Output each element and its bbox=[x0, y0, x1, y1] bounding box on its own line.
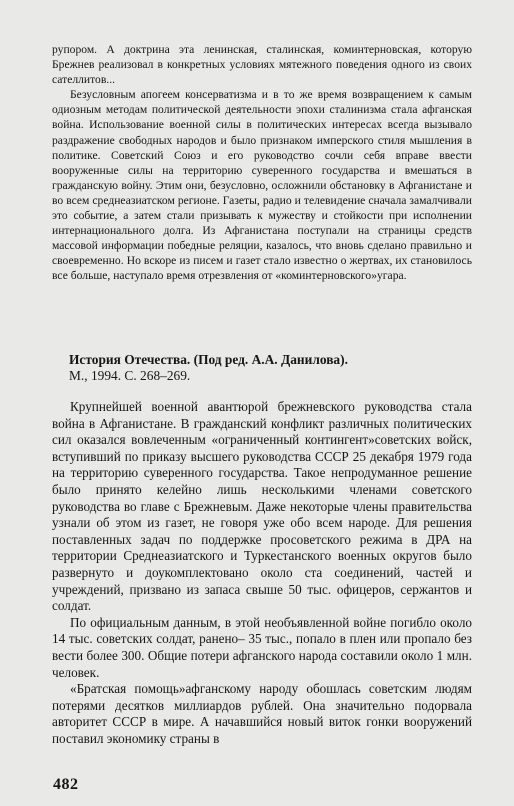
quote-2-paragraph-1: Крупнейшей военной авантюрой брежневского руководства стала война в Афганистане. В гражданский конфликт различных политических сил оказался вовлеченным «ограниченный контингент»советских войск, вступивший по приказу высшего руководства СССР 25 декабря 1979 года на территорию суверенного государства. Такое непродуманное решение было принято келейно лишь несколькими членами советского руководства во главе с Брежневым. Даже некоторые члены правительства узнали об этом из газет, не говоря уже обо всем народе. Для решения поставленных задач по поддержке просоветского режима в ДРА на территории Среднеазиатского и Туркестанского военных округов было развернуто и доукомплектовано около ста соединений, частей и учреждений, призвано из запаса свыше 50 тыс. офицеров, сержантов и солдат. bbox=[52, 399, 472, 614]
quote-1-paragraph-1: рупором. А доктрина эта ленинская, сталинская, коминтерновская, которую Брежнев реализовал в конкретных условиях мятежного поведения одного из своих сателлитов... bbox=[52, 43, 472, 87]
quote-1-paragraph-2: Безусловным апогеем консерватизма и в то же время возвращением к самым одиозным методам политической деятельности эпохи сталинизма стала афганская война. Использование военной силы в политических интересах всегда вызывало раздражение свободных народов и было признаком имперского стиля мышления в политике. Советский Союз и его руководство сочли себя вправе ввести вооруженные силы на территорию суверенного государства и вмешаться в гражданскую войну. Этим они, безусловно, осложнили обстановку в Афганистане и во всем среднеазиатском регионе. Газеты, радио и телевидение сначала замалчивали это событие, а затем стали призывать к мужеству и стойкости при исполнении интернационального долга. Из Афганистана поступали на страницы средств массовой информации победные реляции, казалось, что вновь сделано правильно и своевременно. Но вскоре из писем и газет стало известно о жертвах, их становилось все больше, наступало время отрезвления от «коминтерновского»угара. bbox=[52, 88, 472, 283]
quote-2-paragraph-2: По официальным данным, в этой необъявленной войне погибло около 14 тыс. советских солдат, ранено– 35 тыс., попало в плен или пропало без вести более 300. Общие потери афганского народа составили около 1 млн. человек. bbox=[52, 614, 472, 680]
source-citation bbox=[69, 352, 479, 384]
quote-1 bbox=[52, 42, 472, 284]
source-reference: М., 1994. С. 268–269. bbox=[69, 368, 191, 383]
source-title: История Отечества. (Под ред. А.А. Данилова). bbox=[69, 352, 348, 367]
quote-2 bbox=[52, 399, 472, 747]
page-number: 482 bbox=[53, 776, 79, 793]
quote-2-paragraph-3: «Братская помощь»афганскому народу обошлась советским людям потерями десятков миллиардов рублей. Она значительно подорвала авторитет СССР в мире. А начавшийся новый виток гонки вооружений поставил экономику страны в bbox=[52, 681, 472, 746]
